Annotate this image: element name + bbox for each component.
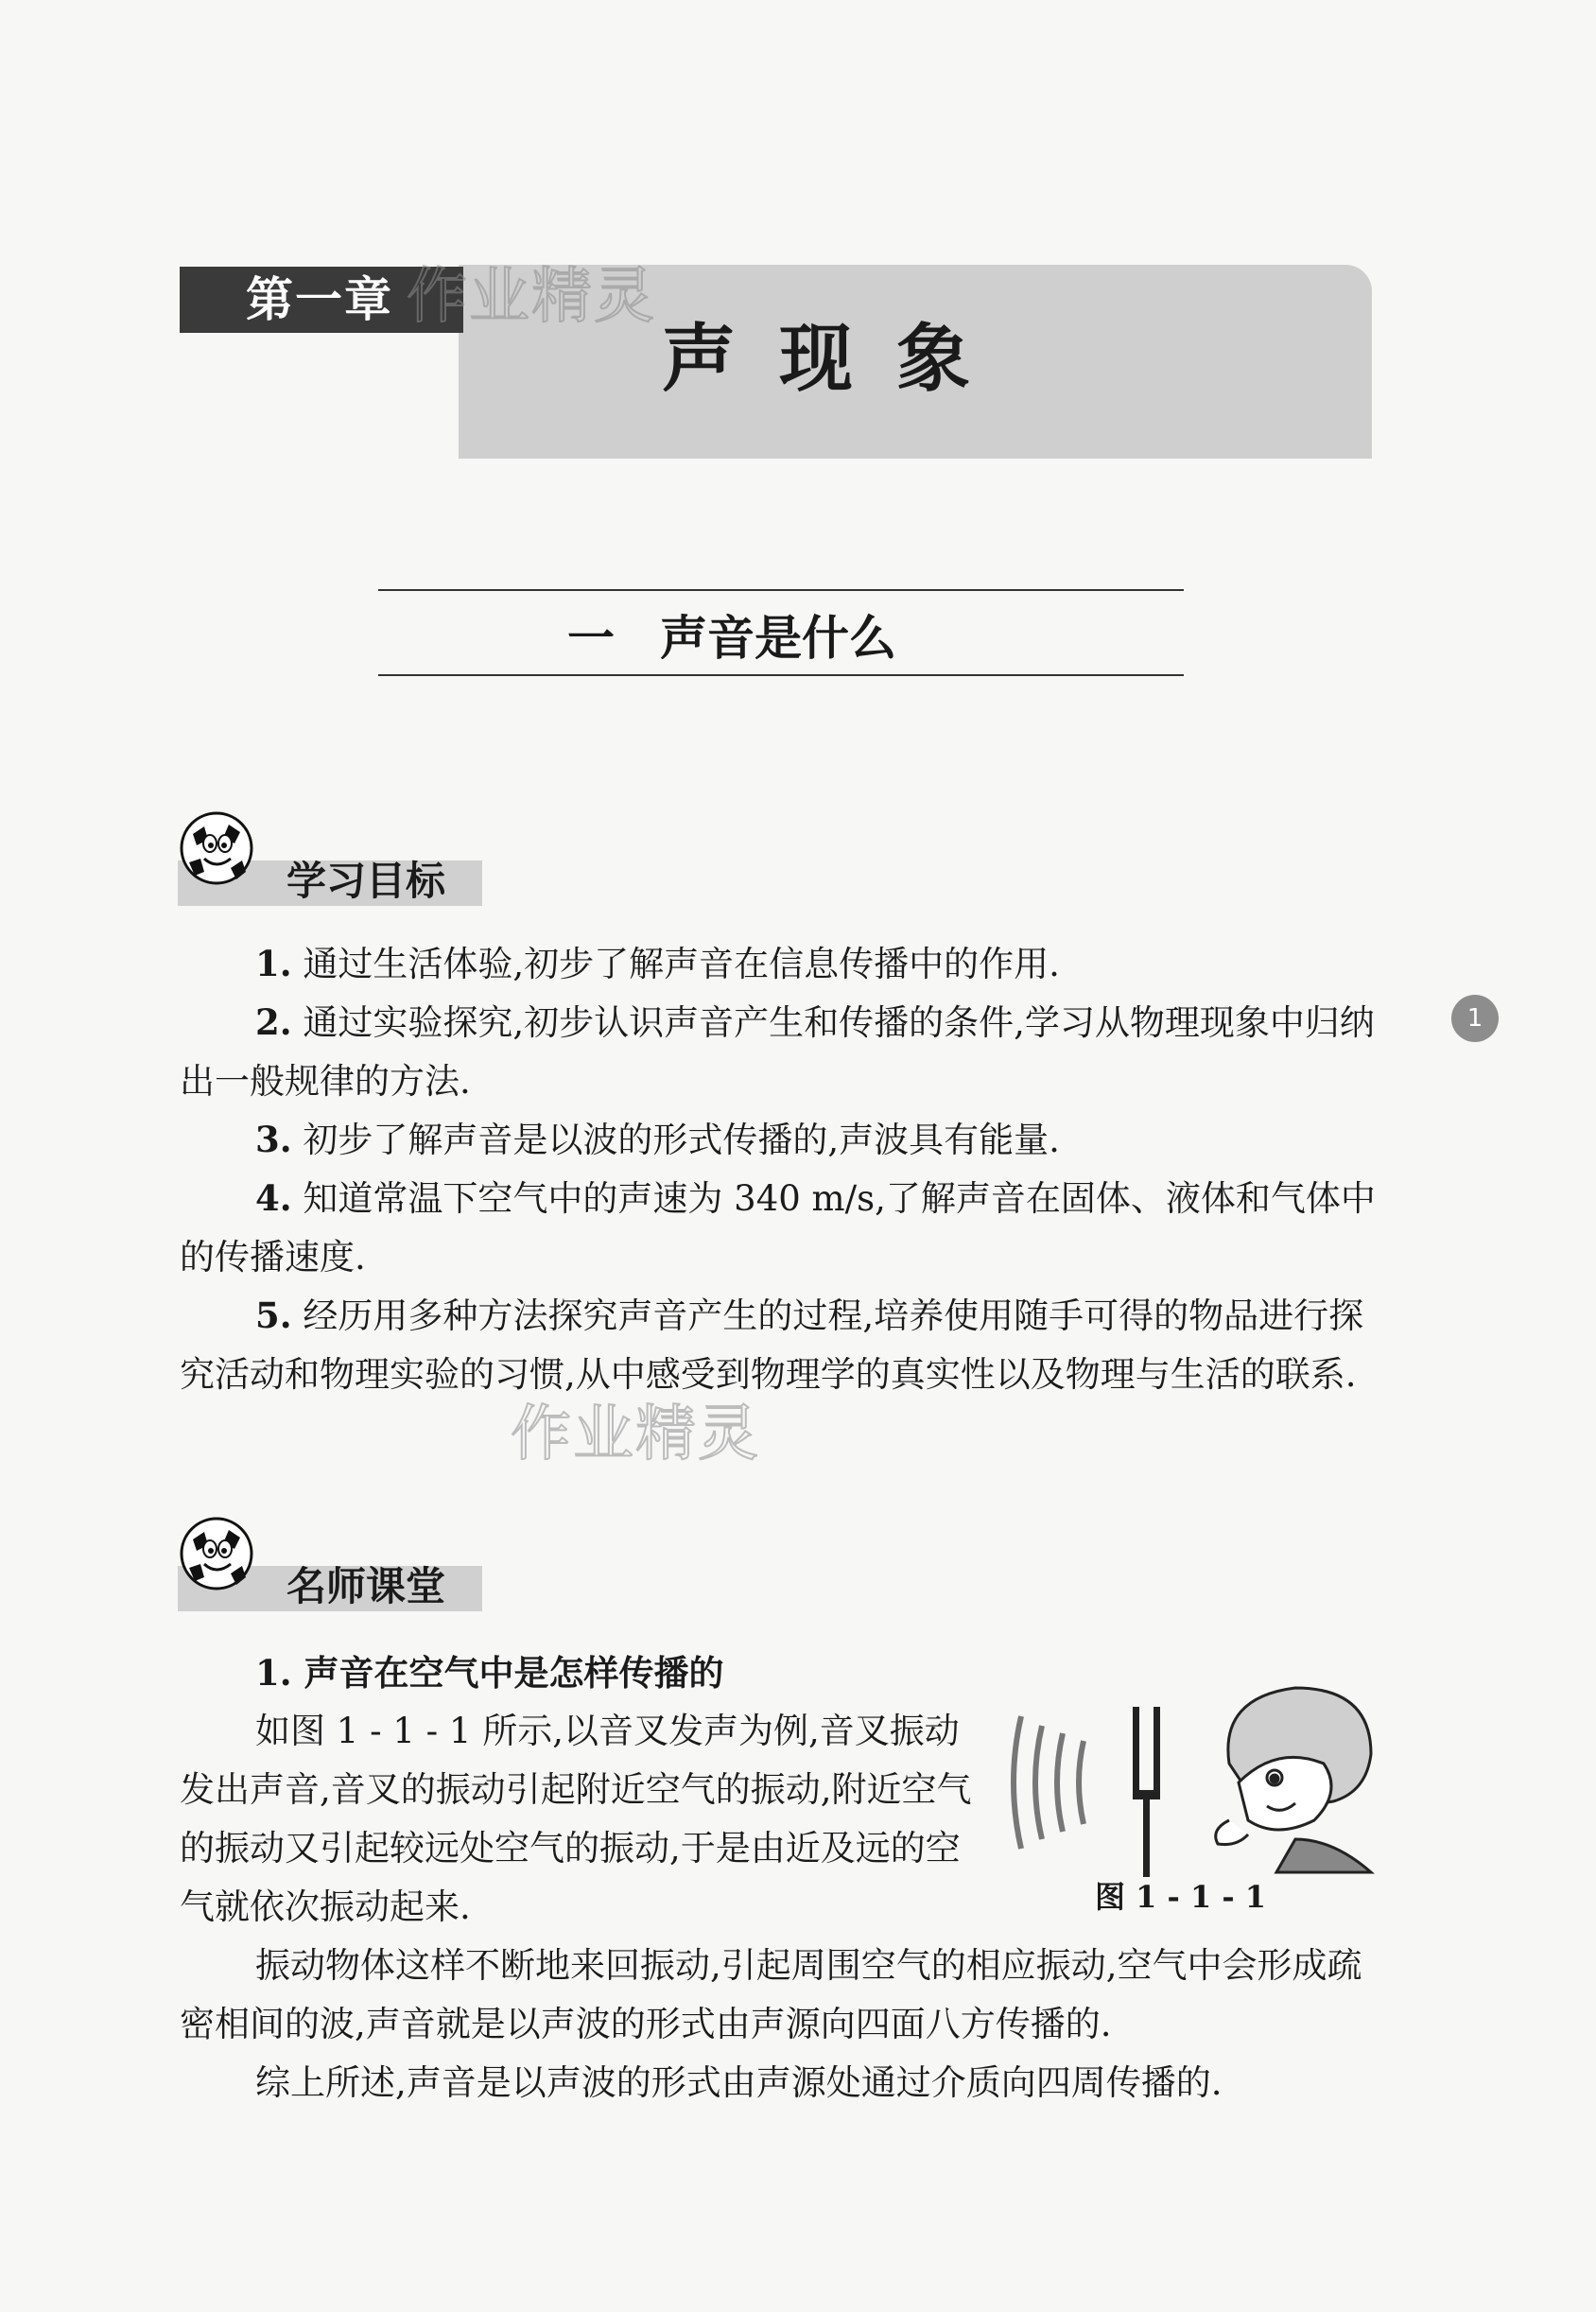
objective-item: 2. 通过实验探究,初步认识声音产生和传播的条件,学习从物理现象中归纳出一般规律的方法.	[180, 1001, 1375, 1102]
sound-wave-arcs-icon	[1014, 1716, 1084, 1849]
soccer-ball-mascot-icon	[176, 806, 257, 887]
chapter-title: 声现象	[662, 317, 1015, 402]
objectives-header	[178, 842, 482, 908]
tuning-fork-figure	[993, 1678, 1390, 1886]
section-number: 一	[567, 611, 615, 666]
classroom-header-label: 名师课堂	[286, 1563, 446, 1609]
section-title	[567, 600, 1040, 676]
classroom-subhead: 1. 声音在空气中是怎样传播的	[255, 1652, 724, 1694]
classroom-para-2: 振动物体这样不断地来回振动,引起周围空气的相应振动,空气中会形成疏密相间的波,声音就是以声波的形式由声源向四面八方传播的.	[180, 1945, 1362, 2044]
page-number: 1	[1451, 995, 1499, 1042]
tuning-fork-icon	[1133, 1707, 1160, 1877]
section-rule-top	[378, 589, 1184, 591]
objective-item: 4. 知道常温下空气中的声速为 340 m/s,了解声音在固体、液体和气体中的传播速度.	[180, 1177, 1376, 1278]
objective-item: 1. 通过生活体验,初步了解声音在信息传播中的作用.	[255, 943, 1060, 984]
classroom-header	[178, 1547, 482, 1613]
objectives-header-label: 学习目标	[286, 858, 446, 904]
classroom-para-3: 综上所述,声音是以声波的形式由声源处通过介质向四周传播的.	[255, 2062, 1223, 2103]
chapter-label: 第一章	[180, 267, 463, 333]
chapter-banner-edge	[459, 317, 477, 459]
section-title-text: 声音是什么	[660, 611, 896, 666]
objective-item: 3. 初步了解声音是以波的形式传播的,声波具有能量.	[255, 1119, 1060, 1160]
soccer-ball-mascot-icon	[176, 1511, 257, 1592]
cartoon-child-icon	[1216, 1688, 1371, 1872]
figure-caption: 图 1 - 1 - 1	[1095, 1879, 1267, 1915]
section-rule-bottom	[378, 674, 1184, 676]
watermark: 作业精灵	[511, 1399, 760, 1469]
objective-item: 5. 经历用多种方法探究声音产生的过程,培养使用随手可得的物品进行探究活动和物理实验的习惯,从中感受到物理学的真实性以及物理与生活的联系.	[180, 1295, 1364, 1395]
watermark: 作业精灵	[407, 262, 656, 332]
classroom-para-1: 如图 1 - 1 - 1 所示,以音叉发声为例,音叉振动发出声音,音叉的振动引起附近空气的振动,附近空气的振动又引起较远处空气的振动,于是由近及远的空气就依次振动起来.	[180, 1711, 972, 1927]
